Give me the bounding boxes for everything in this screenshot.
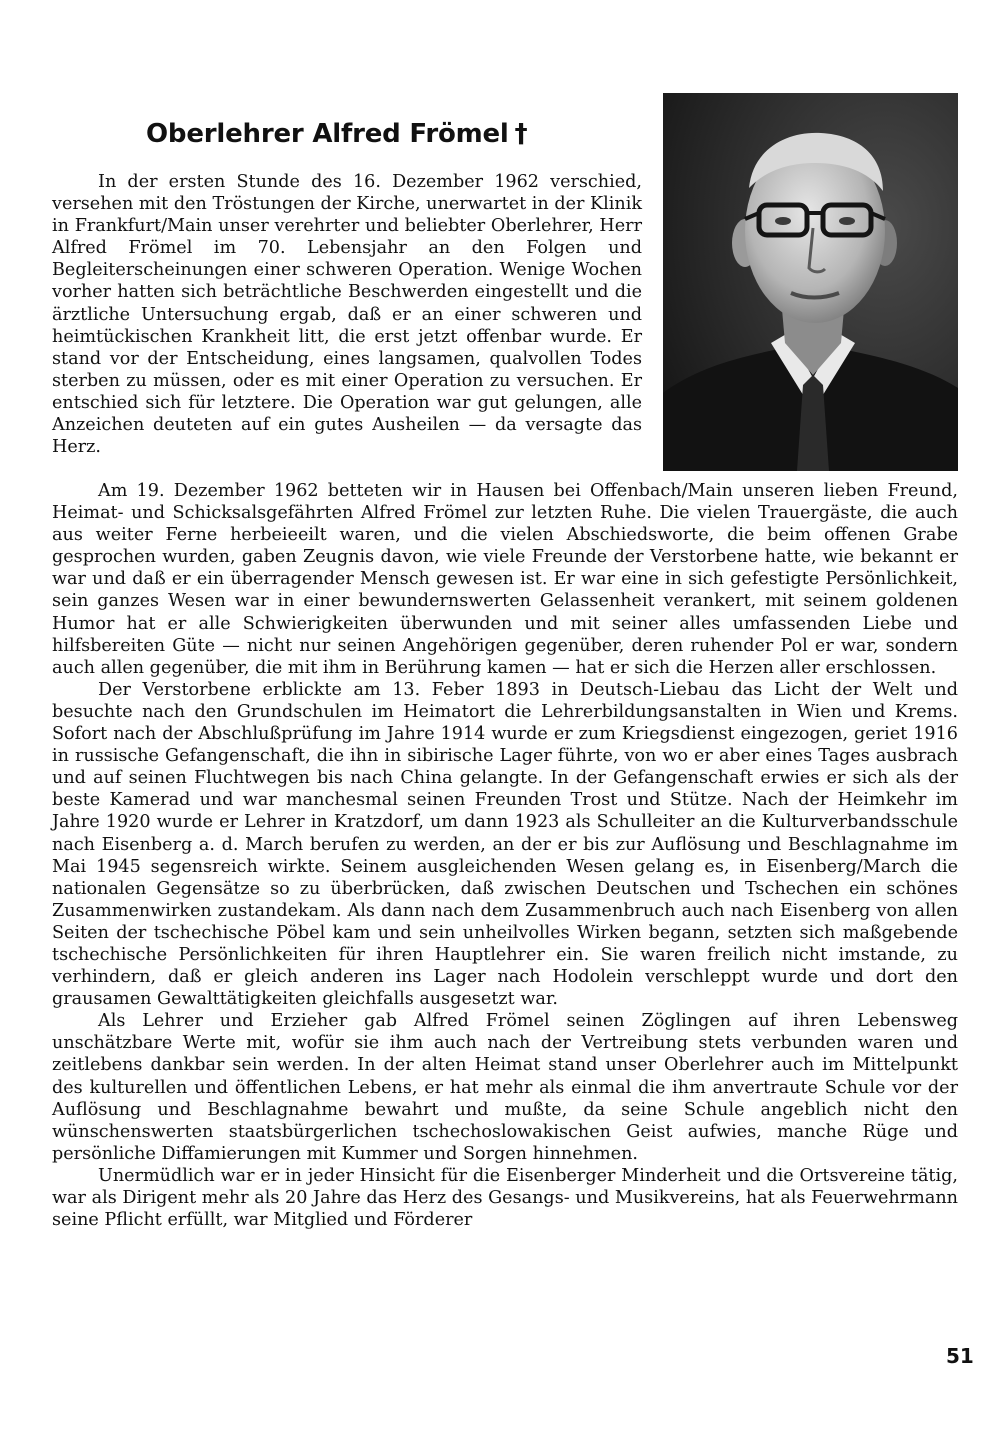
page-number: 51 [946, 1344, 974, 1368]
article-body-full [52, 480, 958, 1231]
portrait-photo [663, 93, 958, 471]
cross-icon: † [514, 119, 528, 149]
title-text: Oberlehrer Alfred Frömel [146, 119, 509, 149]
paragraph-1: In der ersten Stunde des 16. Dezember 1962 verschied, versehen mit den Tröstungen der Kirche, unerwartet in der Klinik in Frankfurt/Main unser verehrter und beliebter Oberlehrer, Herr Alfred Frömel im 70. Lebensjahr an den Folgen und Begleiterscheinungen einer schweren Operation. Wenige Wochen vorher hatten sich beträchtliche Beschwerden eingestellt und die ärztliche Untersuchung ergab, daß er an einer schweren und heimtückischen Krankheit litt, die erst jetzt offenbar wurde. Er stand vor der Entscheidung, eines langsamen, qualvollen Todes sterben zu müssen, oder es mit einer Operation zu versuchen. Er entschied sich für letztere. Die Operation war gut gelungen, alle Anzeichen deuteten auf ein gutes Ausheilen — da versagte das Herz. [52, 172, 643, 458]
paragraph-5: Unermüdlich war er in jeder Hinsicht für die Eisenberger Minderheit und die Ortsvereine tätig, war als Dirigent mehr als 20 Jahre das Herz des Gesangs- und Musikvereins, hat als Feuerwehrmann seine Pflicht erfüllt, war Mitglied und Förderer [52, 1165, 958, 1231]
paragraph-2: Am 19. Dezember 1962 betteten wir in Hausen bei Offenbach/Main unseren lieben Freund, Heimat- und Schicksalsgefährten Alfred Frömel zur letzten Ruhe. Die vielen Trauergäste, die auch aus weiter Ferne herbeieeilt waren, und die vielen Abschiedsworte, die beim offenen Grabe gesprochen wurden, gaben Zeugnis davon, wie viele Freunde der Verstorbene hatte, wie bekannt er war und daß er ein überragender Mensch gewesen ist. Er war eine in sich gefestigte Persönlichkeit, sein ganzes Wesen war in einer bewundernswerten Gelassenheit verankert, mit seinem goldenen Humor hat er alle Schwierigkeiten überwunden und mit seiner alles umfassenden Liebe und hilfsbereiten Güte — nicht nur seinen Angehörigen gegenüber, deren ruhender Pol er war, sondern auch allen gegenüber, die mit ihm in Berührung kamen — hat er sich die Herzen aller erschlossen. [52, 481, 958, 678]
article-body-column [52, 171, 642, 458]
article-title [146, 118, 616, 150]
paragraph-3: Der Verstorbene erblickte am 13. Feber 1893 in Deutsch-Liebau das Licht der Welt und besuchte nach den Grundschulen im Heimatort die Lehrerbildungsanstalten in Wien und Krems. Sofort nach der Abschlußprüfung im Jahre 1914 wurde er zum Kriegsdienst eingezogen, geriet 1916 in russische Gefangenschaft, die ihn in sibirische Lager führte, von wo er aber eines Tages ausbrach und auf seinen Fluchtwegen bis nach China gelangte. In der Gefangenschaft erwies er sich als der beste Kamerad und war manchesmal seinen Freunden Trost und Stütze. Nach der Heimkehr im Jahre 1920 wurde er Lehrer in Kratzdorf, um dann 1923 als Schulleiter an die Kulturverbandsschule nach Eisenberg a. d. March berufen zu werden, an der er bis zur Auflösung und Beschlagnahme im Mai 1945 segensreich wirkte. Seinem ausgleichenden Wesen gelang es, in Eisenberg/March die nationalen Gegensätze so zu überbrücken, daß zwischen Deutschen und Tschechen ein schönes Zusammenwirken zustandekam. Als dann nach dem Zusammenbruch auch nach Eisenberg von allen Seiten der tschechische Pöbel kam und sein unheilvolles Wirken begann, setzten sich maßgebende tschechische Persönlichkeiten für ihren Hauptlehrer ein. Sie waren freilich nicht imstande, zu verhindern, daß er gleich anderen ins Lager nach Hodolein verschleppt wurde und dort den grausamen Gewalttätigkeiten gleichfalls ausgesetzt war. [52, 679, 958, 1010]
paragraph-4: Als Lehrer und Erzieher gab Alfred Frömel seinen Zöglingen auf ihren Lebensweg unschätzbare Werte mit, wofür sie ihm auch nach der Vertreibung stets verbunden waren und zeitlebens dankbar sein werden. In der alten Heimat stand unser Oberlehrer auch im Mittelpunkt des kulturellen und öffentlichen Lebens, er hat mehr als einmal die ihm anvertraute Schule vor der Auflösung und Beschlagnahme bewahrt und mußte, da seine Schule angeblich nicht den wünschenswerten staatsbürgerlichen tschechoslowakischen Geist aufwies, manche Rüge und persönliche Diffamierungen mit Kummer und Sorgen hinnehmen. [52, 1011, 958, 1164]
